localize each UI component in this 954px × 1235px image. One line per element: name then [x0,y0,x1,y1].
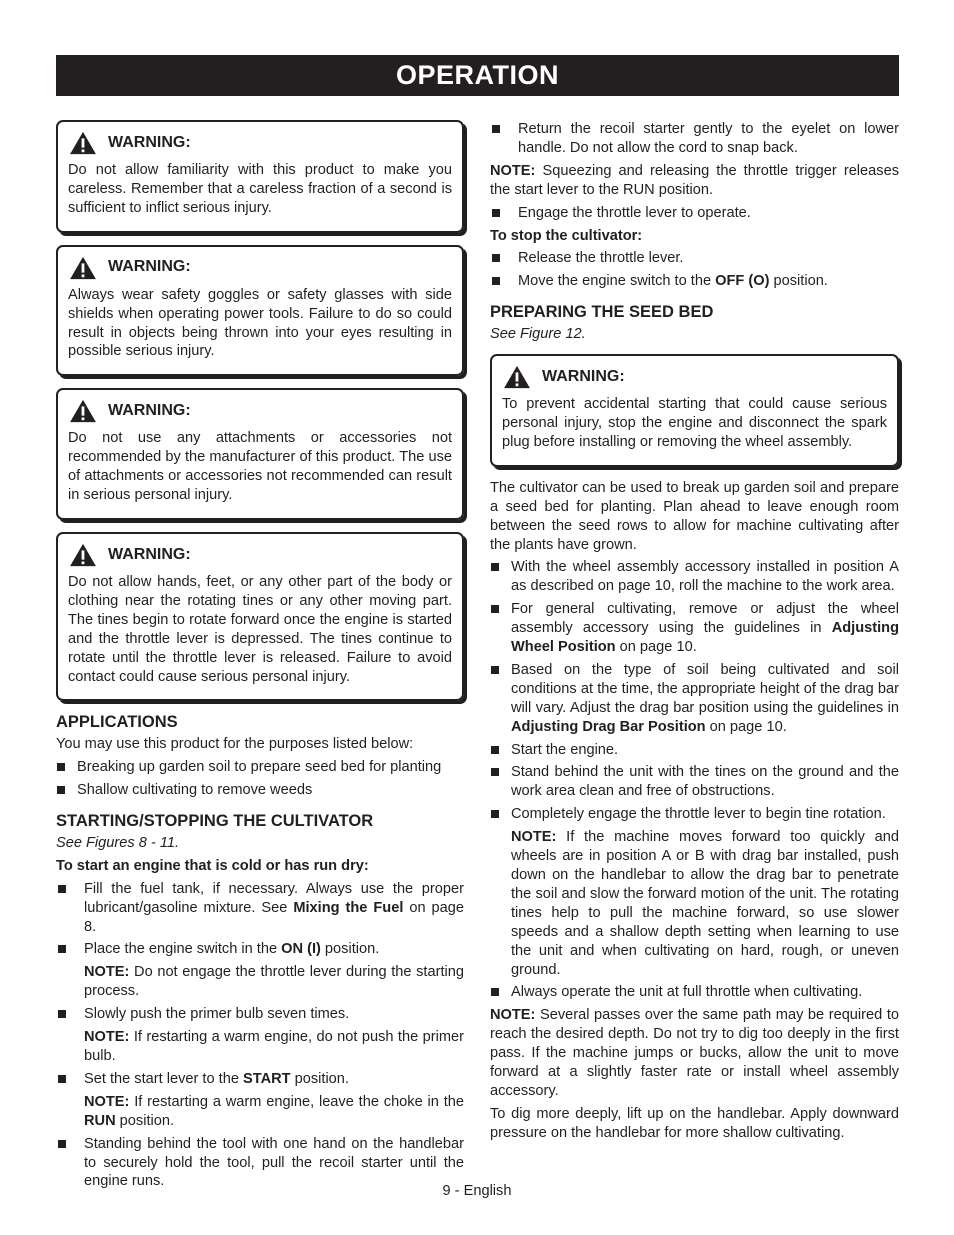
list-item: Place the engine switch in the ON (I) position. [56,940,464,959]
subheading: To start an engine that is cold or has run dry: [56,857,369,874]
note: NOTE: Do not engage the throttle lever during the starting process. [84,964,464,1000]
bullet-square-icon [58,1140,66,1148]
note: NOTE: If the machine moves forward too quickly and wheels are in position A or B with drag bar installed, push down on the handlebar to allow the drag bar to penetrate the soil and slow the forward motion of the unit. The rotating tines help to pull the machine forward, so use slower speeds and a shallow depth setting when learning to use the unit and when cultivating on hard, rough, or uneven ground. [511,829,899,978]
warning-icon [68,399,98,423]
bullet-square-icon [58,945,66,953]
warning-text: Do not allow familiarity with this product to make you careless. Remember that a careless fraction of a second is sufficient to inflict serious injury. [68,162,452,216]
bullet-square-icon [491,810,499,818]
right-column [490,120,899,1147]
list-item: Breaking up garden soil to prepare seed bed for planting [56,758,464,777]
bullet-square-icon [492,254,500,262]
warning-box [56,245,464,377]
list-item: Shallow cultivating to remove weeds [56,781,464,800]
list-item: Stand behind the unit with the tines on the ground and the work area clean and free of obstructions. [490,763,899,801]
warning-text: Do not use any attachments or accessories not recommended by the manufacturer of this product. The use of attachments or accessories not recommended can result in serious personal injury. [68,430,452,504]
bullet-square-icon [58,885,66,893]
left-column [56,120,464,1195]
bullet-square-icon [491,605,499,613]
list-item: Engage the throttle lever to operate. [490,204,899,223]
seed-bed-list [490,558,899,824]
list-item: Return the recoil starter gently to the eyelet on lower handle. Do not allow the cord to snap back. [490,120,899,158]
list-item: Slowly push the primer bulb seven times. [56,1005,464,1024]
note: NOTE: Several passes over the same path may be required to reach the desired depth. Do not try to dig too deeply in the first pass. If the machine jumps or bucks, allow the unit to move forward at a slightly faster rate or install wheel assembly accessory. [490,1007,899,1099]
list-item: Start the engine. [490,741,899,760]
warning-title: WARNING: [108,545,191,563]
start-steps-list [56,880,464,960]
note: NOTE: If restarting a warm engine, leave the choke in the RUN position. [84,1093,464,1129]
page-number: 9 - English [442,1183,512,1199]
bullet-square-icon [491,666,499,674]
warning-title: WARNING: [108,258,191,276]
warning-icon [68,131,98,155]
list-item: For general cultivating, remove or adjust the wheel assembly accessory using the guidelines in Adjusting Wheel Position on page 10. [490,600,899,657]
list-item: Release the throttle lever. [490,249,899,268]
subheading: To stop the cultivator: [490,227,643,244]
list-item: With the wheel assembly accessory installed in position A as described on page 10, roll the machine to the work area. [490,558,899,596]
bullet-square-icon [57,786,65,794]
list-item: Fill the fuel tank, if necessary. Always use the proper lubricant/gasoline mixture. See Mixing the Fuel on page 8. [56,880,464,937]
warning-title: WARNING: [542,367,625,385]
warning-title: WARNING: [108,133,191,151]
warning-text: Always wear safety goggles or safety glasses with side shields when operating power tools. Failure to do so could result in objects being thrown into your eyes resulting in possible serious injury. [68,286,452,360]
note: NOTE: If restarting a warm engine, do not push the primer bulb. [84,1029,464,1064]
bullet-square-icon [492,277,500,285]
list-item: Move the engine switch to the OFF (O) position. [490,272,899,291]
section-heading-starting: STARTING/STOPPING THE CULTIVATOR [56,812,374,831]
paragraph: The cultivator can be used to break up garden soil and prepare a seed bed for planting. Plan ahead to leave enough room between the seed rows to allow for machine cultivating after the plants have grown. [490,479,899,553]
bullet-square-icon [58,1010,66,1018]
bullet-square-icon [491,988,499,996]
page-title: OPERATION [56,55,899,96]
bullet-square-icon [491,768,499,776]
bullet-square-icon [57,763,65,771]
warning-box [56,532,464,701]
bullet-square-icon [491,563,499,571]
warning-title: WARNING: [108,401,191,419]
section-heading-seed-bed: PREPARING THE SEED BED [490,303,714,322]
bullet-square-icon [492,125,500,133]
warning-text: Do not allow hands, feet, or any other part of the body or clothing near the rotating tines or any other moving part. The tines begin to rotate forward once the engine is started and the throttle lever is depressed. The tines continue to rotate until the throttle lever is released. Failure to avoid contact could cause serious personal injury. [68,573,452,685]
bullet-square-icon [492,209,500,217]
list-item: Set the start lever to the START position. [56,1070,464,1089]
warning-box [56,388,464,520]
section-heading-applications: APPLICATIONS [56,713,178,732]
warning-icon [68,543,98,567]
warning-box [56,120,464,233]
bullet-square-icon [491,746,499,754]
paragraph: To dig more deeply, lift up on the handlebar. Apply downward pressure on the handlebar for more shallow cultivating. [490,1105,899,1141]
warning-box [490,354,899,467]
list-item: Based on the type of soil being cultivated and soil conditions at the time, the appropriate height of the drag bar will vary. Adjust the drag bar position using the guidelines in Adjusting Drag Bar Position on page 10. [490,661,899,737]
bullet-square-icon [58,1075,66,1083]
figure-reference: See Figures 8 - 11. [56,834,180,851]
warning-icon [502,365,532,389]
figure-reference: See Figure 12. [490,326,586,343]
applications-list [56,758,464,800]
warning-icon [68,256,98,280]
list-item: Standing behind the tool with one hand on the handlebar to securely hold the tool, pull the recoil starter until the engine runs. [56,1135,464,1192]
list-item: Completely engage the throttle lever to begin tine rotation. [490,805,899,824]
stop-steps-list [490,249,899,291]
list-item: Always operate the unit at full throttle when cultivating. [490,983,899,1002]
warning-text: To prevent accidental starting that could cause serious personal injury, stop the engine and disconnect the spark plug before installing or removing the wheel assembly. [502,396,887,450]
note: NOTE: Squeezing and releasing the throttle trigger releases the start lever to the RUN position. [490,162,899,198]
applications-intro: You may use this product for the purposes listed below: [56,736,414,753]
